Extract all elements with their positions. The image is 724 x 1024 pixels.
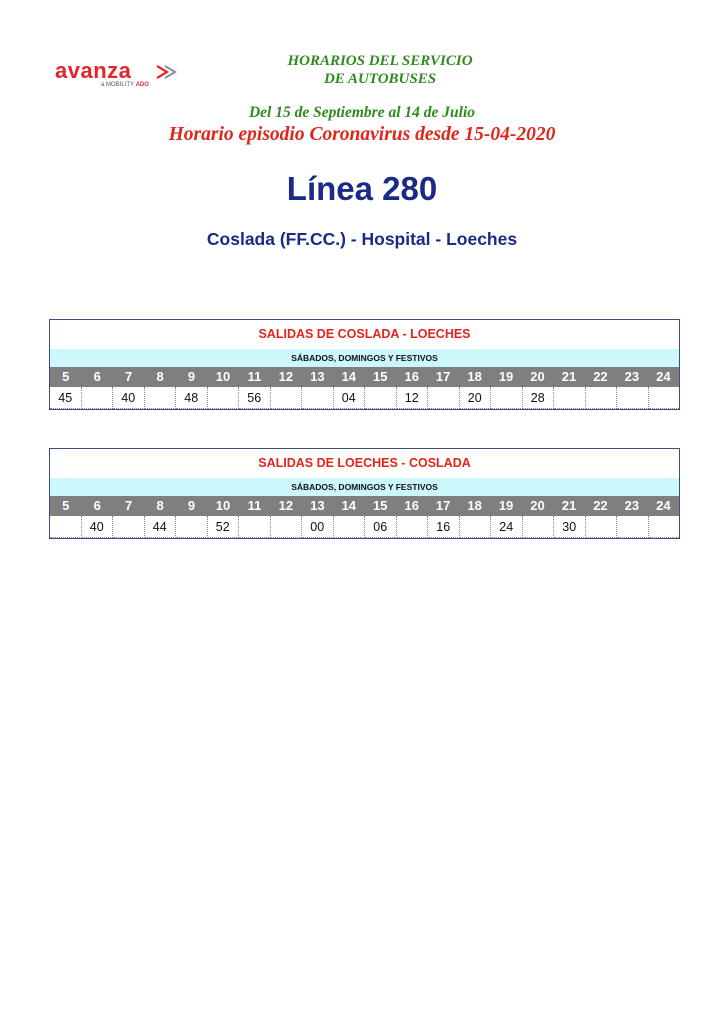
minute-cell: 12 — [397, 387, 429, 409]
hours-row — [50, 496, 679, 516]
hour-cell: 6 — [93, 369, 101, 384]
minute-cell — [554, 387, 586, 409]
hour-cell: 22 — [593, 498, 608, 513]
hour-cell: 23 — [624, 498, 640, 513]
hour-cell: 21 — [561, 369, 577, 384]
minute-cell — [145, 387, 177, 409]
hour-cell: 15 — [373, 369, 388, 384]
minute-cell: 28 — [523, 387, 555, 409]
minute-cell — [113, 516, 145, 538]
hour-cell: 17 — [435, 369, 451, 384]
schedule-table-coslada-loeches — [49, 319, 680, 410]
minute-cell: 45 — [50, 387, 82, 409]
minute-cell — [271, 387, 303, 409]
header-line-2: DE AUTOBUSES — [323, 71, 437, 87]
hour-cell: 11 — [247, 498, 262, 513]
minute-cell — [586, 516, 618, 538]
hour-cell: 16 — [404, 498, 419, 513]
minute-cell — [617, 387, 649, 409]
hour-cell: 9 — [187, 369, 196, 384]
minute-cell: 48 — [176, 387, 208, 409]
minute-cell — [523, 516, 555, 538]
hour-cell: 20 — [530, 369, 545, 384]
minute-cell — [365, 387, 397, 409]
minute-cell — [82, 387, 114, 409]
minute-cell — [50, 516, 82, 538]
hour-cell: 13 — [310, 369, 325, 384]
minute-cell: 04 — [334, 387, 366, 409]
hour-cell: 8 — [156, 498, 164, 513]
hour-cell: 10 — [215, 369, 231, 384]
minute-cell: 56 — [239, 387, 271, 409]
header-line-1: HORARIOS DEL SERVICIO — [287, 53, 473, 69]
minute-cell: 40 — [82, 516, 114, 538]
hour-cell: 24 — [656, 369, 671, 384]
hour-cell: 16 — [404, 369, 419, 384]
minute-cell — [491, 387, 523, 409]
hour-cell: 24 — [656, 498, 671, 513]
minute-cell — [460, 516, 492, 538]
hour-cell: 14 — [341, 369, 357, 384]
hour-cell: 14 — [341, 498, 357, 513]
route-name: Coslada (FF.CC.) - Hospital - Loeches — [206, 229, 518, 249]
minute-cell — [649, 516, 680, 538]
minute-cell: 16 — [428, 516, 460, 538]
hour-cell: 11 — [247, 369, 262, 384]
schedule-title: SALIDAS DE LOECHES - COSLADA — [50, 449, 679, 478]
hour-cell: 22 — [593, 369, 608, 384]
minute-cell — [586, 387, 618, 409]
hour-cell: 23 — [624, 369, 640, 384]
hour-cell: 10 — [215, 498, 231, 513]
hour-cell: 12 — [278, 369, 294, 384]
hour-cell: 21 — [561, 498, 577, 513]
minute-cell: 30 — [554, 516, 586, 538]
schedule-subtitle: SÁBADOS, DOMINGOS Y FESTIVOS — [50, 478, 679, 496]
minute-cell — [397, 516, 429, 538]
minute-cell — [208, 387, 240, 409]
logo-subtitle: a MOBILITY ADO — [101, 82, 149, 88]
hour-cell: 9 — [187, 498, 196, 513]
minute-cell: 20 — [460, 387, 492, 409]
hour-cell: 20 — [530, 498, 545, 513]
hour-cell: 5 — [62, 369, 70, 384]
logo-wordmark: avanza — [55, 58, 132, 83]
schedule-title: SALIDAS DE COSLADA - LOECHES — [50, 320, 679, 349]
minute-cell: 24 — [491, 516, 523, 538]
minute-cell — [334, 516, 366, 538]
header-notice: Horario episodio Coronavirus desde 15-04-2020 — [168, 124, 556, 145]
hour-cell: 12 — [278, 498, 294, 513]
minute-cell: 00 — [302, 516, 334, 538]
minute-cell — [302, 387, 334, 409]
minute-cell — [428, 387, 460, 409]
minute-cell — [271, 516, 303, 538]
hour-cell: 7 — [125, 369, 133, 384]
hour-cell: 19 — [498, 498, 514, 513]
minute-cell — [617, 516, 649, 538]
hour-cell: 8 — [156, 369, 164, 384]
minutes-row — [50, 387, 679, 409]
minute-cell: 52 — [208, 516, 240, 538]
hour-cell: 6 — [93, 498, 101, 513]
minute-cell — [239, 516, 271, 538]
hour-cell: 18 — [467, 498, 482, 513]
hour-cell: 7 — [125, 498, 133, 513]
hour-cell: 17 — [435, 498, 451, 513]
minute-cell — [649, 387, 680, 409]
minute-cell: 40 — [113, 387, 145, 409]
hour-cell: 19 — [498, 369, 514, 384]
hours-row — [50, 367, 679, 387]
hour-cell: 15 — [373, 498, 388, 513]
header-period: Del 15 de Septiembre al 14 de Julio — [248, 104, 475, 121]
schedule-table-loeches-coslada — [49, 448, 680, 539]
line-title: Línea 280 — [286, 170, 438, 207]
minute-cell — [176, 516, 208, 538]
minute-cell: 44 — [145, 516, 177, 538]
minute-cell: 06 — [365, 516, 397, 538]
hour-cell: 5 — [62, 498, 70, 513]
minutes-row — [50, 516, 679, 538]
hour-cell: 13 — [310, 498, 325, 513]
schedule-subtitle: SÁBADOS, DOMINGOS Y FESTIVOS — [50, 349, 679, 367]
hour-cell: 18 — [467, 369, 482, 384]
